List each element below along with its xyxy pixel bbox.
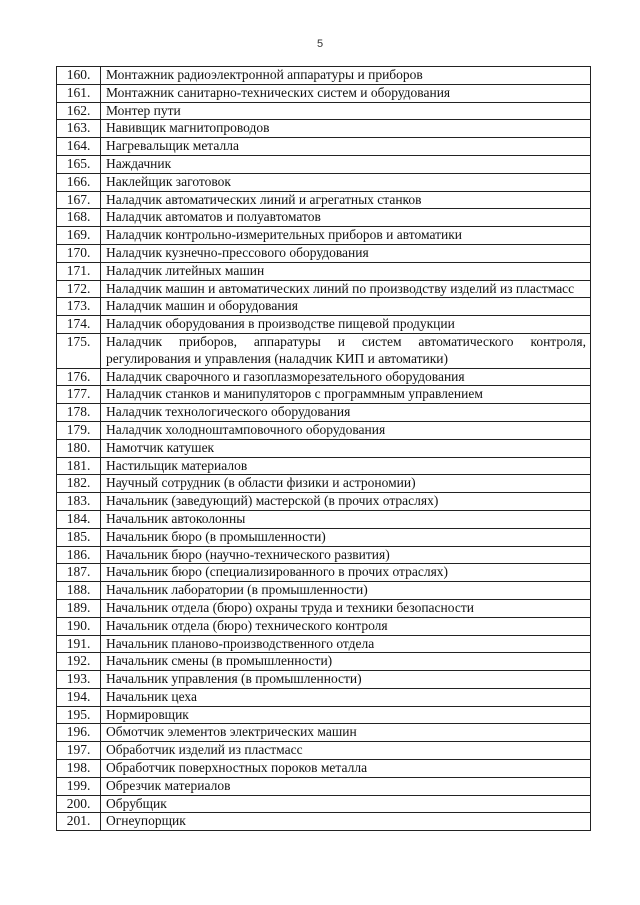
table-row: [57, 404, 591, 422]
professions-table-container: [56, 66, 590, 831]
profession-name: Наладчик машин и оборудования: [101, 298, 591, 316]
row-number: 169.: [57, 227, 101, 245]
table-row: [57, 528, 591, 546]
profession-name: Начальник бюро (специализированного в прочих отраслях): [101, 564, 591, 582]
table-row: [57, 706, 591, 724]
page-number: 5: [316, 38, 324, 50]
table-row: [57, 191, 591, 209]
row-number: 200.: [57, 795, 101, 813]
table-row: [57, 386, 591, 404]
table-row: [57, 457, 591, 475]
row-number: 201.: [57, 813, 101, 831]
table-row: [57, 280, 591, 298]
profession-name: Начальник (заведующий) мастерской (в прочих отраслях): [101, 493, 591, 511]
profession-name: Обрезчик материалов: [101, 777, 591, 795]
profession-name: Наладчик контрольно-измерительных приборов и автоматики: [101, 227, 591, 245]
profession-name: Начальник бюро (в промышленности): [101, 528, 591, 546]
profession-name: Наладчик станков и манипуляторов с программным управлением: [101, 386, 591, 404]
profession-name: Обмотчик элементов электрических машин: [101, 724, 591, 742]
profession-name: Начальник лаборатории (в промышленности): [101, 582, 591, 600]
table-row: [57, 795, 591, 813]
table-row: [57, 120, 591, 138]
table-row: [57, 262, 591, 280]
row-number: 164.: [57, 138, 101, 156]
table-row: [57, 671, 591, 689]
profession-name: Начальник автоколонны: [101, 510, 591, 528]
profession-name: Нормировщик: [101, 706, 591, 724]
professions-table-body: [57, 67, 591, 831]
row-number: 170.: [57, 244, 101, 262]
profession-name: Начальник цеха: [101, 688, 591, 706]
row-number: 189.: [57, 599, 101, 617]
profession-name: Навивщик магнитопроводов: [101, 120, 591, 138]
profession-name: Наладчик автоматов и полуавтоматов: [101, 209, 591, 227]
table-row: [57, 298, 591, 316]
table-row: [57, 564, 591, 582]
table-row: [57, 84, 591, 102]
table-row: [57, 138, 591, 156]
row-number: 199.: [57, 777, 101, 795]
row-number: 165.: [57, 155, 101, 173]
table-row: [57, 582, 591, 600]
profession-name: Наладчик холодноштамповочного оборудования: [101, 421, 591, 439]
profession-name: Наладчик сварочного и газоплазморезательного оборудования: [101, 368, 591, 386]
row-number: 197.: [57, 742, 101, 760]
profession-name: Обработчик изделий из пластмасс: [101, 742, 591, 760]
profession-name: Начальник смены (в промышленности): [101, 653, 591, 671]
row-number: 187.: [57, 564, 101, 582]
profession-name: Начальник управления (в промышленности): [101, 671, 591, 689]
professions-table: [56, 66, 591, 831]
table-row: [57, 475, 591, 493]
table-row: [57, 493, 591, 511]
row-number: 184.: [57, 510, 101, 528]
table-row: [57, 688, 591, 706]
table-row: [57, 102, 591, 120]
profession-name: Обработчик поверхностных пороков металла: [101, 760, 591, 778]
row-number: 160.: [57, 67, 101, 85]
row-number: 171.: [57, 262, 101, 280]
table-row: [57, 368, 591, 386]
table-row: [57, 617, 591, 635]
row-number: 174.: [57, 316, 101, 334]
profession-name: Наладчик кузнечно-прессового оборудования: [101, 244, 591, 262]
row-number: 185.: [57, 528, 101, 546]
table-row: [57, 421, 591, 439]
table-row: [57, 510, 591, 528]
row-number: 172.: [57, 280, 101, 298]
row-number: 179.: [57, 421, 101, 439]
table-row: [57, 209, 591, 227]
profession-name: Огнеупорщик: [101, 813, 591, 831]
row-number: 195.: [57, 706, 101, 724]
row-number: 190.: [57, 617, 101, 635]
profession-name: Начальник бюро (научно-технического развития): [101, 546, 591, 564]
table-row: [57, 760, 591, 778]
row-number: 180.: [57, 439, 101, 457]
profession-name: Наладчик технологического оборудования: [101, 404, 591, 422]
row-number: 162.: [57, 102, 101, 120]
row-number: 196.: [57, 724, 101, 742]
table-row: [57, 173, 591, 191]
row-number: 186.: [57, 546, 101, 564]
row-number: 182.: [57, 475, 101, 493]
table-row: [57, 316, 591, 334]
profession-name: Начальник планово-производственного отдела: [101, 635, 591, 653]
row-number: 163.: [57, 120, 101, 138]
row-number: 198.: [57, 760, 101, 778]
profession-name: Наладчик литейных машин: [101, 262, 591, 280]
profession-name: Наладчик машин и автоматических линий по производству изделий из пластмасс: [101, 280, 591, 298]
row-number: 166.: [57, 173, 101, 191]
row-number: 193.: [57, 671, 101, 689]
profession-name: Наладчик приборов, аппаратуры и систем автоматического контроля, регулирования и управления (наладчик КИП и автоматики): [101, 333, 591, 368]
profession-name: Наладчик оборудования в производстве пищевой продукции: [101, 316, 591, 334]
row-number: 194.: [57, 688, 101, 706]
profession-name: Монтажник санитарно-технических систем и оборудования: [101, 84, 591, 102]
profession-name: Начальник отдела (бюро) технического контроля: [101, 617, 591, 635]
table-row: [57, 67, 591, 85]
row-number: 183.: [57, 493, 101, 511]
table-row: [57, 155, 591, 173]
table-row: [57, 635, 591, 653]
profession-name: Нагревальщик металла: [101, 138, 591, 156]
row-number: 168.: [57, 209, 101, 227]
profession-name: Наладчик автоматических линий и агрегатных станков: [101, 191, 591, 209]
row-number: 177.: [57, 386, 101, 404]
profession-name: Научный сотрудник (в области физики и астрономии): [101, 475, 591, 493]
row-number: 167.: [57, 191, 101, 209]
profession-name: Начальник отдела (бюро) охраны труда и техники безопасности: [101, 599, 591, 617]
table-row: [57, 742, 591, 760]
row-number: 175.: [57, 333, 101, 368]
profession-name: Монтажник радиоэлектронной аппаратуры и приборов: [101, 67, 591, 85]
table-row: [57, 724, 591, 742]
table-row: [57, 333, 591, 368]
row-number: 188.: [57, 582, 101, 600]
table-row: [57, 546, 591, 564]
profession-name: Намотчик катушек: [101, 439, 591, 457]
profession-name: Обрубщик: [101, 795, 591, 813]
row-number: 173.: [57, 298, 101, 316]
profession-name: Настильщик материалов: [101, 457, 591, 475]
table-row: [57, 599, 591, 617]
row-number: 178.: [57, 404, 101, 422]
row-number: 176.: [57, 368, 101, 386]
table-row: [57, 813, 591, 831]
table-row: [57, 227, 591, 245]
row-number: 191.: [57, 635, 101, 653]
table-row: [57, 439, 591, 457]
row-number: 181.: [57, 457, 101, 475]
table-row: [57, 653, 591, 671]
profession-name: Монтер пути: [101, 102, 591, 120]
row-number: 192.: [57, 653, 101, 671]
table-row: [57, 777, 591, 795]
table-row: [57, 244, 591, 262]
profession-name: Наждачник: [101, 155, 591, 173]
row-number: 161.: [57, 84, 101, 102]
profession-name: Наклейщик заготовок: [101, 173, 591, 191]
